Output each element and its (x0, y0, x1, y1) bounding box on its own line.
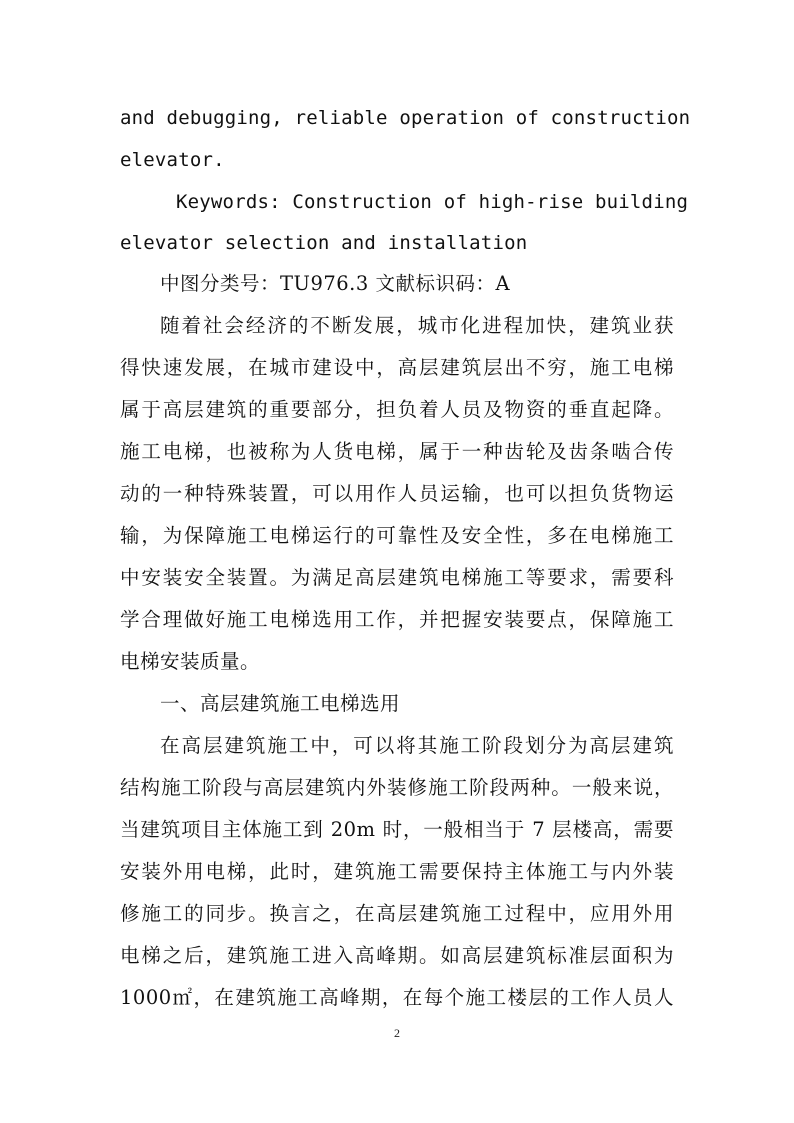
intro-line-8: 学合理做好施工电梯选用工作，并把握安装要点，保障施工 (120, 608, 674, 631)
section-line-5: 修施工的同步。换言之，在高层建筑施工过程中，应用外用 (120, 902, 674, 925)
classification-line: 中图分类号：TU976.3 文献标识码：A (160, 272, 511, 295)
abstract-line-1: and debugging, reliable operation of construction (120, 107, 691, 129)
section-line-2: 结构施工阶段与高层建筑内外装修施工阶段两种。一般来说， (120, 776, 674, 799)
intro-line-5: 动的一种特殊装置，可以用作人员运输，也可以担负货物运 (120, 482, 674, 505)
intro-line-4: 施工电梯，也被称为人货电梯，属于一种齿轮及齿条啮合传 (120, 440, 674, 463)
section-line-4: 安装外用电梯，此时，建筑施工需要保持主体施工与内外装 (120, 860, 674, 883)
section-heading: 一、高层建筑施工电梯选用 (160, 692, 401, 715)
intro-line-2: 得快速发展，在城市建设中，高层建筑层出不穷，施工电梯 (120, 356, 674, 379)
section-line-1: 在高层建筑施工中，可以将其施工阶段划分为高层建筑 (160, 734, 674, 757)
intro-line-6: 输，为保障施工电梯运行的可靠性及安全性，多在电梯施工 (120, 524, 674, 547)
keywords-line-2: elevator selection and installation (120, 232, 528, 254)
intro-line-3: 属于高层建筑的重要部分，担负着人员及物资的垂直起降。 (120, 398, 674, 421)
intro-line-9: 电梯安装质量。 (120, 650, 261, 673)
section-line-7: 1000㎡，在建筑施工高峰期，在每个施工楼层的工作人员人 (120, 986, 674, 1009)
page-number: 2 (394, 1026, 400, 1040)
keywords-line-1: Keywords: Construction of high-rise building (176, 191, 689, 213)
section-line-3: 当建筑项目主体施工到 20m 时，一般相当于 7 层楼高，需要 (120, 818, 674, 841)
section-line-6: 电梯之后，建筑施工进入高峰期。如高层建筑标准层面积为 (120, 944, 674, 967)
abstract-line-2: elevator. (120, 149, 225, 171)
intro-line-7: 中安装安全装置。为满足高层建筑电梯施工等要求，需要科 (120, 566, 674, 589)
intro-line-1: 随着社会经济的不断发展，城市化进程加快，建筑业获 (160, 314, 674, 337)
